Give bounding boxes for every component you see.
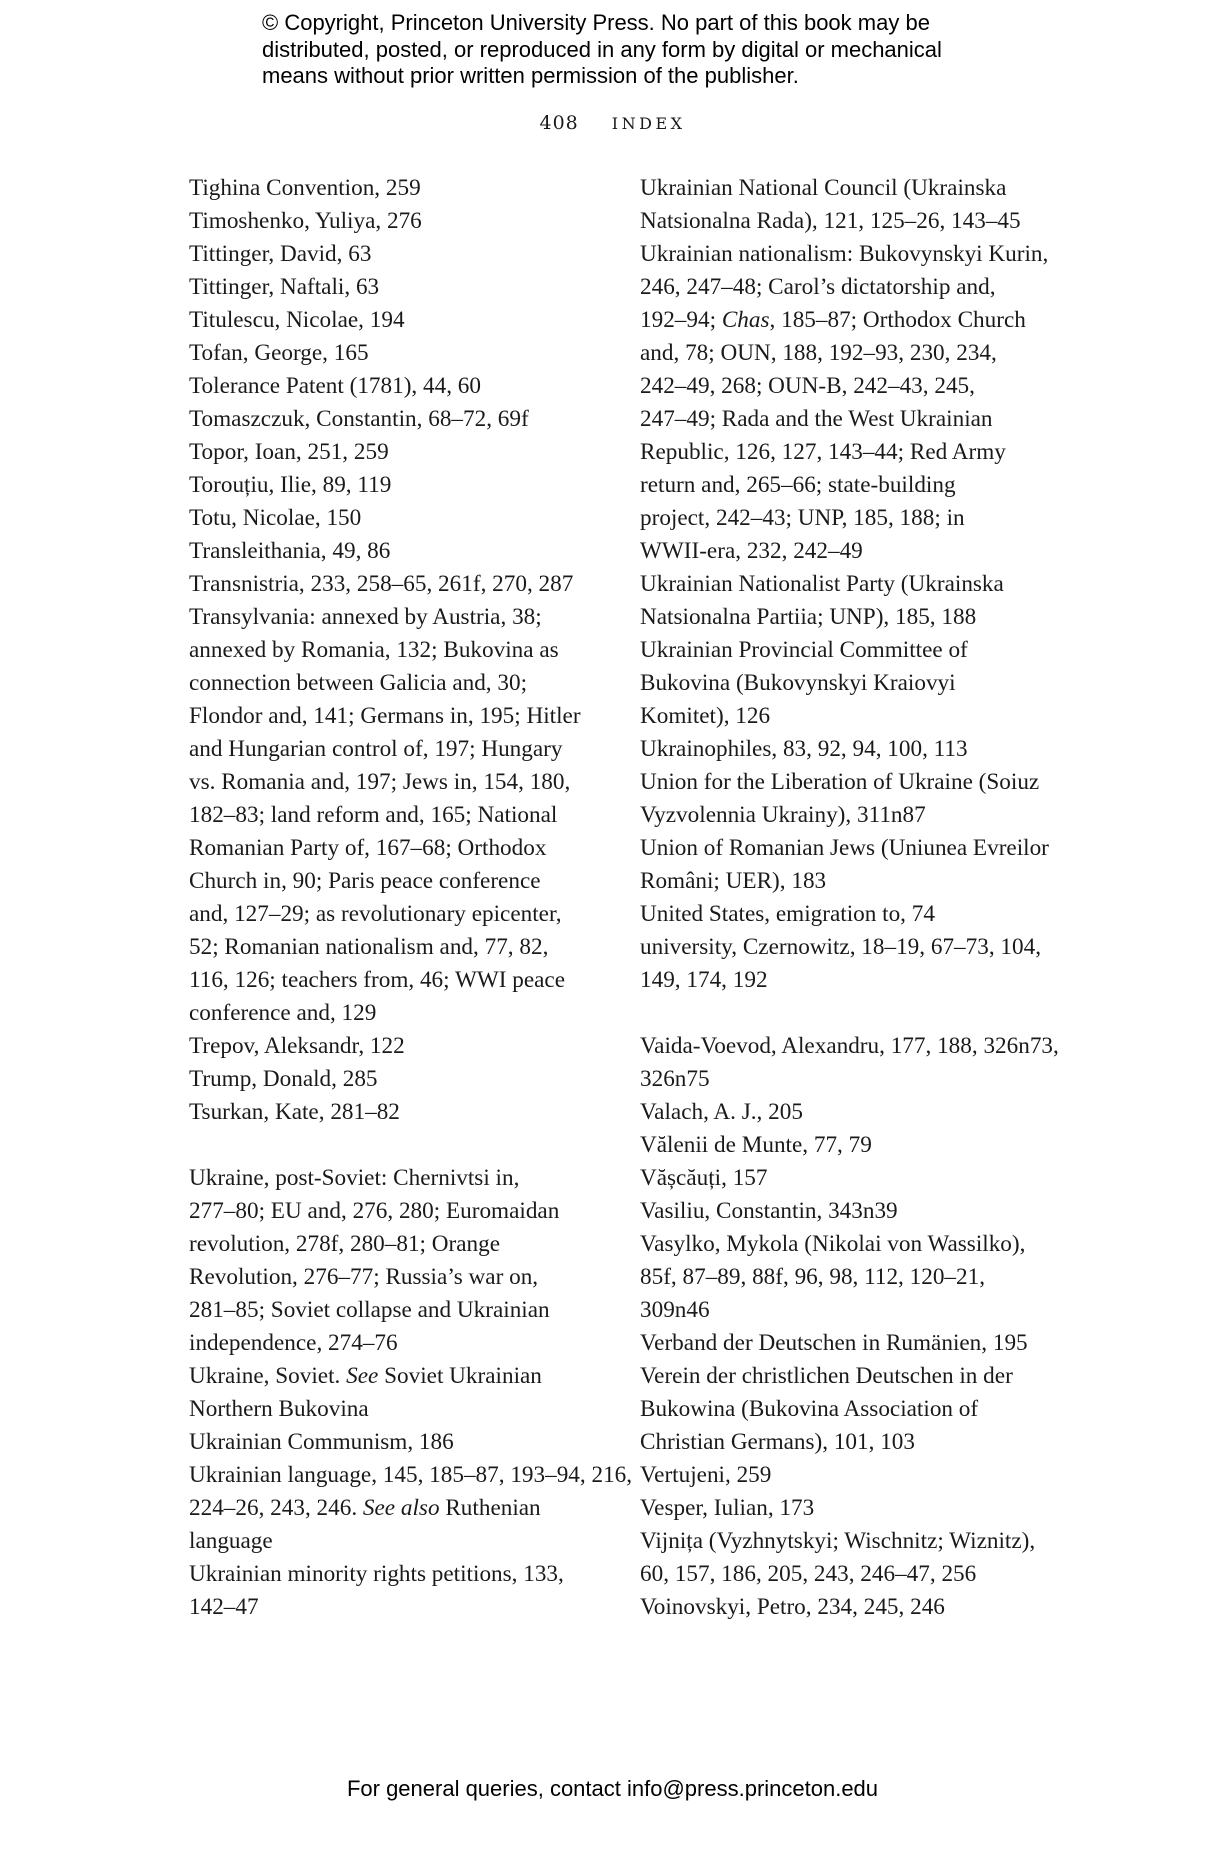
index-entry-line: Verein der christlichen Deutschen in der [640,1363,1013,1389]
index-entry-line: independence, 274–76 [189,1330,398,1356]
index-entry-line: conference and, 129 [189,1000,377,1026]
copyright-line: means without prior written permission of the publisher. [262,63,799,88]
index-entry-line: 247–49; Rada and the West Ukrainian [640,406,993,432]
index-entry-line: Church in, 90; Paris peace conference [189,868,541,894]
index-entry-line: 277–80; EU and, 276, 280; Euromaidan [189,1198,560,1224]
index-entry-line: 116, 126; teachers from, 46; WWI peace [189,967,566,993]
index-entry [189,1063,609,1096]
index-entry-line: Vasylko, Mykola (Nikolai von Wassilko), [640,1231,1026,1257]
index-entry [189,271,609,304]
index-entry [640,1327,1060,1360]
index-entry [640,1129,1060,1162]
index-entry-line: project, 242–43; UNP, 185, 188; in [640,505,965,531]
copyright-line: distributed, posted, or reproduced in any form by digital or mechanical [262,36,942,62]
index-entry-line: 149, 174, 192 [640,967,768,993]
index-entry [640,172,1060,238]
index-entry [189,1558,609,1624]
index-entry-line: Republic, 126, 127, 143–44; Red Army [640,439,1006,465]
index-entry-line: 242–49, 268; OUN-B, 242–43, 245, [640,373,975,399]
index-entry-line: connection between Galicia and, 30; [189,670,528,696]
index-entry-line: 182–83; land reform and, 165; National [189,802,558,828]
index-entry-line: Komitet), 126 [640,703,771,729]
index-entry [640,1525,1060,1591]
index-entry [640,766,1060,832]
index-entry [640,634,1060,733]
index-entry [189,403,609,436]
index-entry-line: Vasiliu, Constantin, 343n39 [640,1198,898,1224]
index-entry-line: Union for the Liberation of Ukraine (Soiuz [640,769,1040,795]
index-entry [640,931,1060,997]
index-entry-line: 326n75 [640,1066,710,1092]
running-head [0,112,1225,134]
index-entry-line: Natsionalna Partiia; UNP), 185, 188 [640,604,977,630]
index-entry-line: Romanian Party of, 167–68; Orthodox [189,835,547,861]
index-entry-line: Vertujeni, 259 [640,1462,772,1488]
index-entry-line: Natsionalna Rada), 121, 125–26, 143–45 [640,208,1021,234]
index-entry-line: Vășcăuți, 157 [640,1165,768,1191]
index-entry [640,832,1060,898]
index-entry-line: Tomaszczuk, Constantin, 68–72, 69f [189,406,529,432]
index-entry [189,1426,609,1459]
index-entry-line: Tittinger, David, 63 [189,241,372,267]
index-column-left [189,172,633,1624]
index-entry-line: Vijnița (Vyzhnytskyi; Wischnitz; Wiznitz), [640,1528,1036,1554]
index-entry [640,1492,1060,1525]
index-entry-line: Ukrainian Provincial Committee of [640,637,968,663]
index-entry [189,304,609,337]
index-entry-line: Bukowina (Bukovina Association of [640,1396,979,1422]
index-entry [640,1030,1060,1096]
index-entry-line: Torouțiu, Ilie, 89, 119 [189,472,392,498]
index-entry-line: vs. Romania and, 197; Jews in, 154, 180, [189,769,571,795]
index-entry-line: Union of Romanian Jews (Uniunea Evreilor [640,835,1049,861]
index-entry-line: Totu, Nicolae, 150 [189,505,362,531]
index-entry-line: Ukraine, post-Soviet: Chernivtsi in, [189,1165,520,1191]
index-entry-line: Trump, Donald, 285 [189,1066,378,1092]
index-entry-line: 142–47 [189,1594,259,1620]
index-entry-line: Vyzvolennia Ukrainy), 311n87 [640,802,926,828]
index-entry-line: Transylvania: annexed by Austria, 38; [189,604,542,630]
index-entry-line: Ukrainian minority rights petitions, 133, [189,1561,564,1587]
index-entry-line: Bukovina (Bukovynskyi Kraiovyi [640,670,956,696]
index-entry-line: Topor, Ioan, 251, 259 [189,439,389,465]
index-entry [640,1360,1060,1459]
index-entry-line: Trepov, Aleksandr, 122 [189,1033,405,1059]
index-entry [189,238,609,271]
index-entry-line: Vaida-Voevod, Alexandru, 177, 188, 326n73, [640,1033,1059,1059]
index-entry [640,238,1060,568]
index-entry-line: Voinovskyi, Petro, 234, 245, 246 [640,1594,945,1620]
index-entry-line: Tofan, George, 165 [189,340,369,366]
index-entry-line: 224–26, 243, 246. See also Ruthenian [189,1495,541,1521]
index-entry-line: 52; Romanian nationalism and, 77, 82, [189,934,549,960]
index-entry [189,1459,633,1558]
index-entry-line: Timoshenko, Yuliya, 276 [189,208,422,234]
index-entry-line: Tsurkan, Kate, 281–82 [189,1099,400,1125]
index-entry [189,172,609,205]
index-entry-line: and, 78; OUN, 188, 192–93, 230, 234, [640,340,997,366]
index-entry-line: Northern Bukovina [189,1396,369,1422]
index-entry-line: university, Czernowitz, 18–19, 67–73, 104, [640,934,1042,960]
index-entry [640,1195,1060,1228]
index-entry-line: 281–85; Soviet collapse and Ukrainian [189,1297,550,1323]
letter-group-gap [640,997,1060,1030]
index-entry [189,1096,609,1129]
index-entry-line: 192–94; Chas, 185–87; Orthodox Church [640,307,1026,333]
index-entry-line: Transnistria, 233, 258–65, 261f, 270, 287 [189,571,574,597]
index-entry [640,898,1060,931]
index-entry-line: Tittinger, Naftali, 63 [189,274,380,300]
index-entry [189,205,609,238]
index-entry-line: Transleithania, 49, 86 [189,538,391,564]
index-entry-line: Tighina Convention, 259 [189,175,421,201]
index-entry-line: Ukrainian nationalism: Bukovynskyi Kurin, [640,241,1049,267]
index-entry-line: annexed by Romania, 132; Bukovina as [189,637,559,663]
index-entry-line: revolution, 278f, 280–81; Orange [189,1231,501,1257]
index-entry [189,1030,609,1063]
index-entry [640,733,1060,766]
index-entry-line: Ukraine, Soviet. See Soviet Ukrainian [189,1363,542,1389]
copyright-notice [262,10,1022,90]
index-entry-line: Flondor and, 141; Germans in, 195; Hitler [189,703,581,729]
index-column-right [640,172,1060,1624]
index-entry-line: and Hungarian control of, 197; Hungary [189,736,563,762]
index-entry-line: 309n46 [640,1297,710,1323]
index-entry [640,1162,1060,1195]
index-entry [189,436,609,469]
index-entry [189,502,609,535]
index-entry-line: Verband der Deutschen in Rumänien, 195 [640,1330,1028,1356]
index-entry-line: Valach, A. J., 205 [640,1099,803,1125]
index-entry-line: Ukrainophiles, 83, 92, 94, 100, 113 [640,736,968,762]
index-entry-line: Vălenii de Munte, 77, 79 [640,1132,872,1158]
index-entry-line: Tolerance Patent (1781), 44, 60 [189,373,481,399]
page-number: 408 [539,112,579,134]
index-entry-line: 85f, 87–89, 88f, 96, 98, 112, 120–21, [640,1264,986,1290]
index-entry [189,535,609,568]
footer-contact: For general queries, contact info@press.princeton.edu [346,1776,879,1801]
index-entry-line: 60, 157, 186, 205, 243, 246–47, 256 [640,1561,977,1587]
letter-group-gap [189,1129,609,1162]
index-entry-line: Ukrainian Nationalist Party (Ukrainska [640,571,1004,597]
copyright-line: © Copyright, Princeton University Press. No part of this book may be [262,10,930,35]
index-entry-line: Vesper, Iulian, 173 [640,1495,815,1521]
section-title: INDEX [611,114,686,133]
index-entry [640,1459,1060,1492]
index-entry-line: 246, 247–48; Carol’s dictatorship and, [640,274,996,300]
index-entry-line: Revolution, 276–77; Russia’s war on, [189,1264,539,1290]
index-entry-line: Ukrainian National Council (Ukrainska [640,175,1007,201]
index-entry-line: United States, emigration to, 74 [640,901,935,927]
index-entry [640,1591,1060,1624]
index-entry [189,1360,609,1426]
index-entry [189,337,609,370]
index-entry-line: return and, 265–66; state-building [640,472,956,498]
index-entry [640,568,1060,634]
index-entry-line: Ukrainian language, 145, 185–87, 193–94, 216, [189,1462,633,1488]
index-entry-line: Ukrainian Communism, 186 [189,1429,454,1455]
index-entry-line: and, 127–29; as revolutionary epicenter, [189,901,562,927]
index-entry-line: WWII-era, 232, 242–49 [640,538,863,564]
index-entry [189,469,609,502]
index-entry [640,1096,1060,1129]
index-entry [189,568,609,601]
index-entry [189,370,609,403]
index-entry [640,1228,1060,1327]
index-entry-line: Christian Germans), 101, 103 [640,1429,915,1455]
index-entry [189,1162,609,1360]
index-entry [189,601,609,1030]
index-entry-line: Titulescu, Nicolae, 194 [189,307,405,333]
index-entry-line: language [189,1528,273,1554]
index-entry-line: Români; UER), 183 [640,868,827,894]
